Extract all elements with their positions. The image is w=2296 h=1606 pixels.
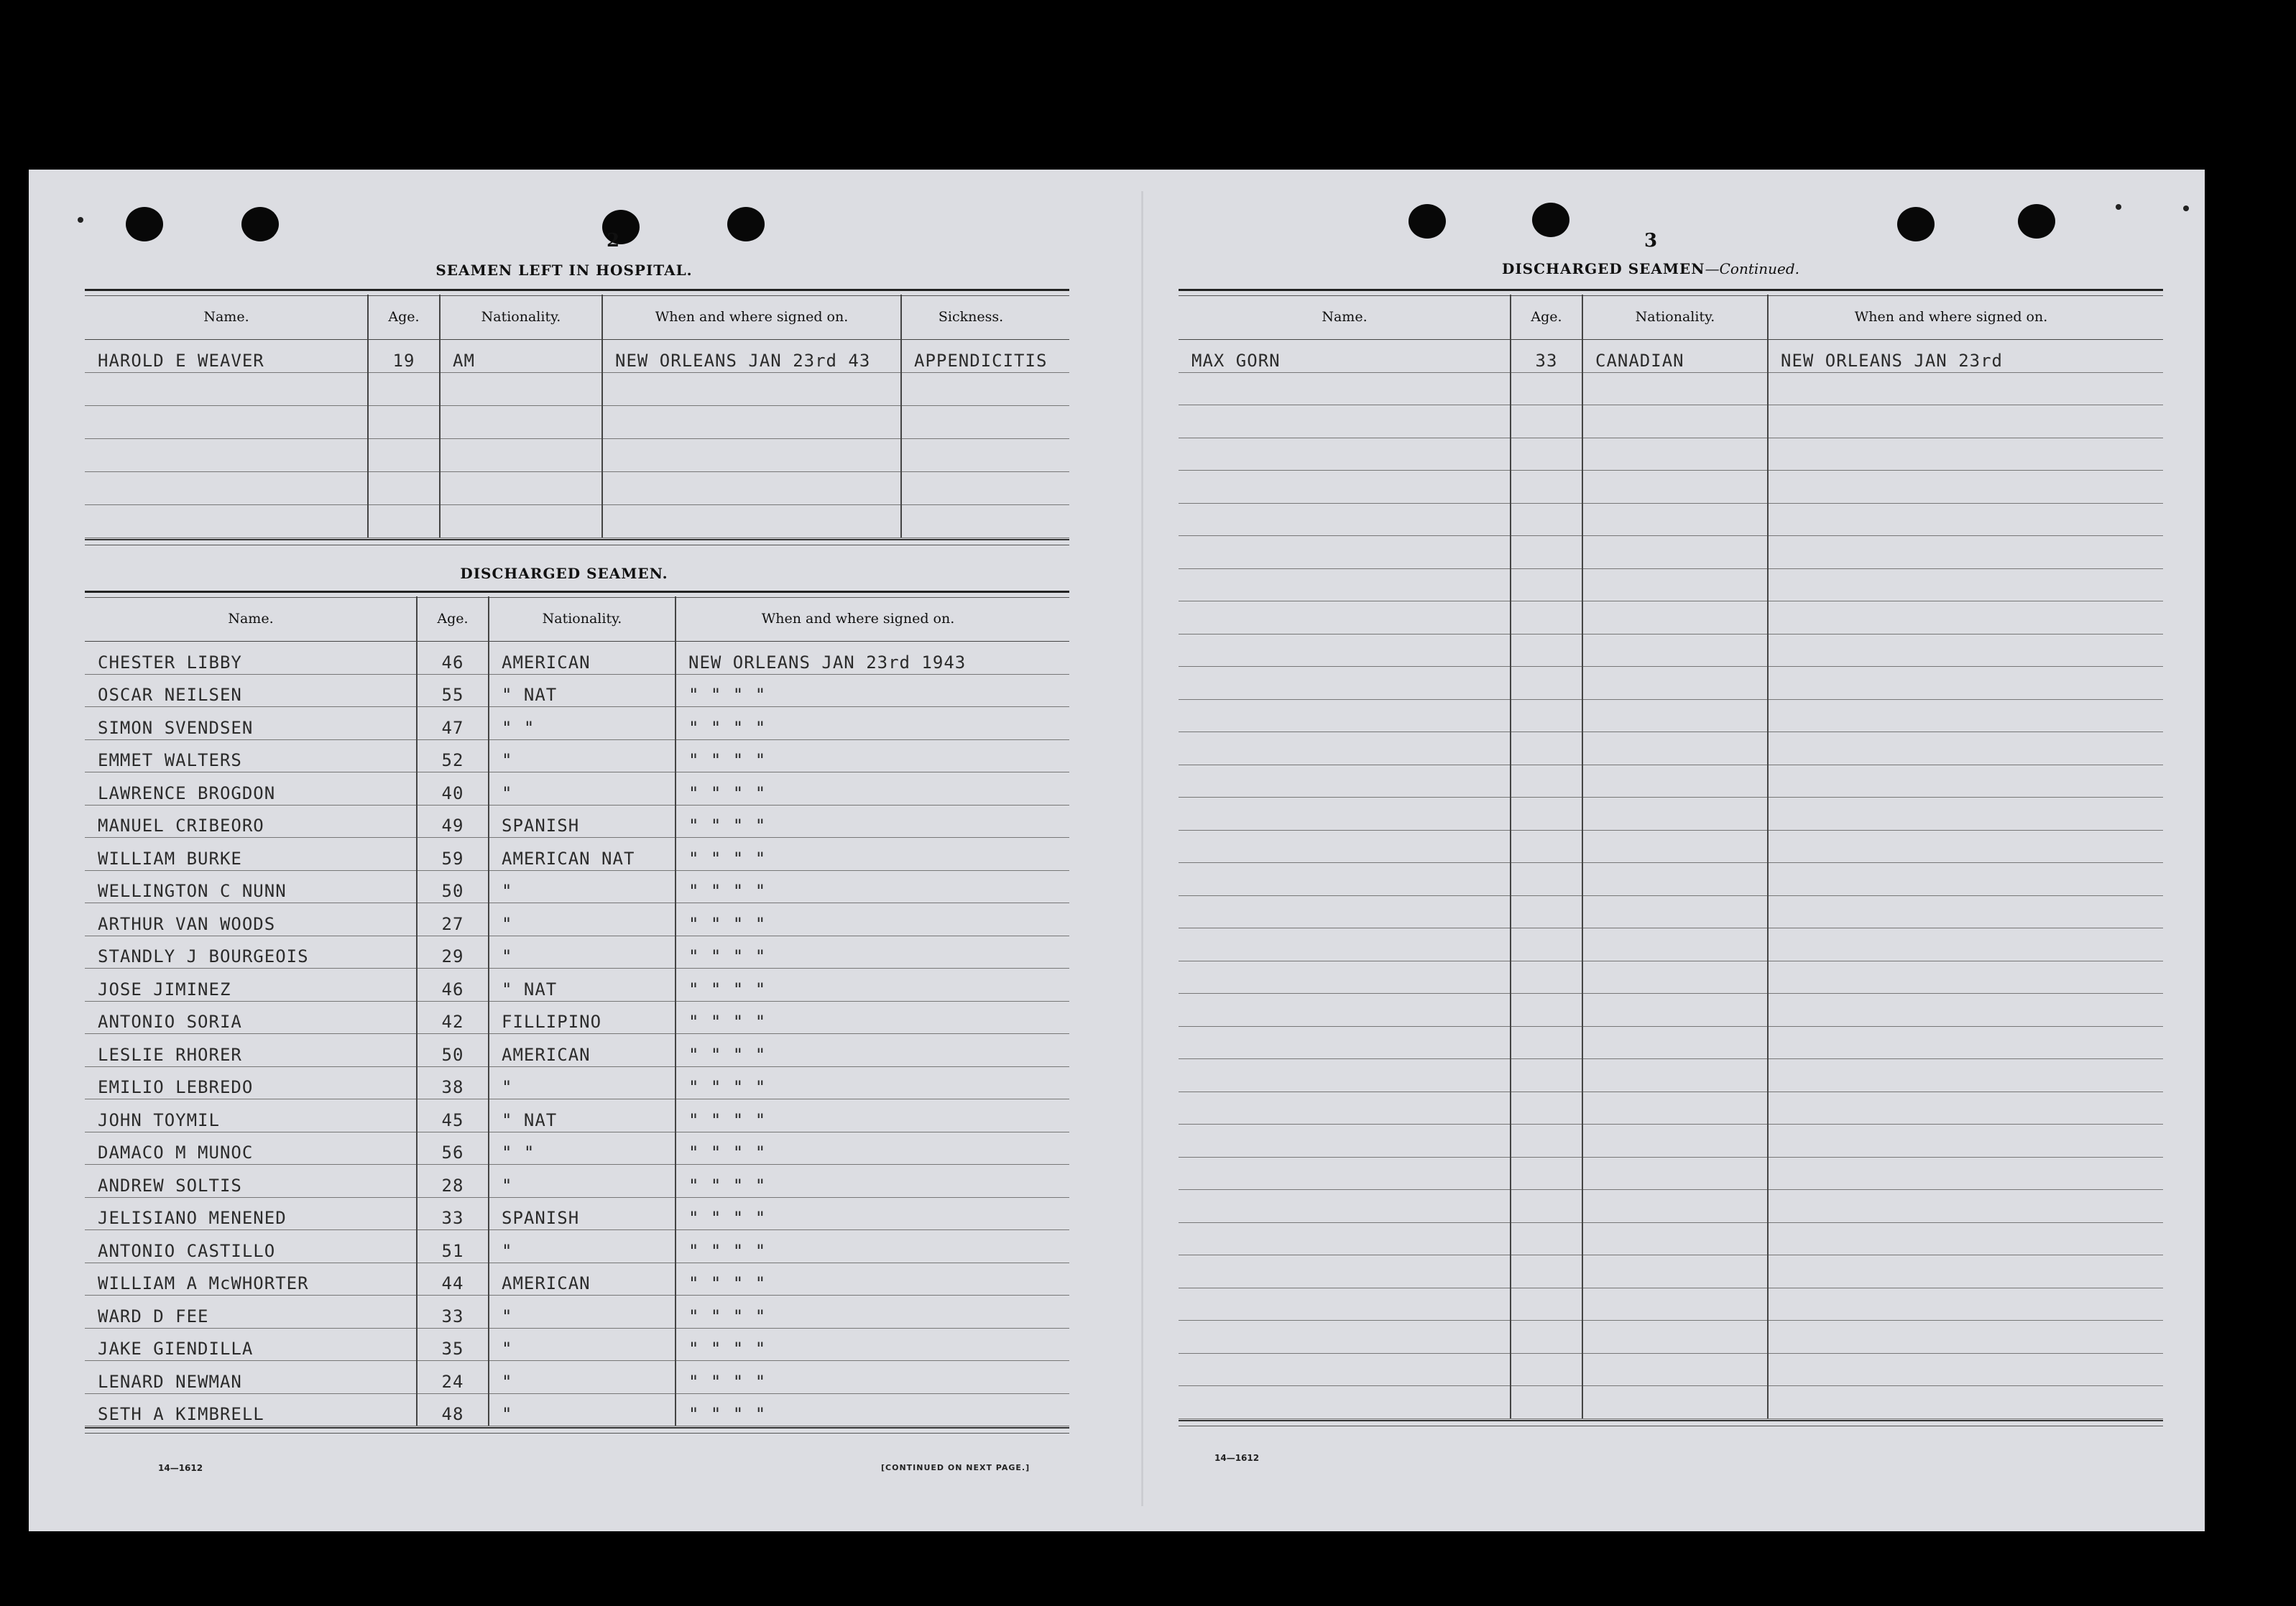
- column-header: Age.: [388, 309, 420, 325]
- column-header: Nationality.: [542, 611, 622, 627]
- table-row: [85, 968, 1069, 1002]
- table-bottom-rule: [85, 539, 1069, 545]
- table-cell: 24: [441, 1371, 464, 1392]
- table-cell: " " " ": [688, 848, 767, 869]
- table-cell: LENARD NEWMAN: [98, 1371, 242, 1392]
- table-header: [1179, 295, 2163, 340]
- column-divider: [900, 295, 902, 537]
- table-cell: ": [502, 1306, 513, 1326]
- table-cell: " " " ": [688, 1012, 767, 1032]
- table-row: [85, 1164, 1069, 1198]
- table-row: [1179, 1058, 2163, 1092]
- column-header: Name.: [203, 309, 249, 325]
- table-cell: 44: [441, 1273, 464, 1293]
- table-cell: " " " ": [688, 1109, 767, 1130]
- table-cell: ": [502, 1339, 513, 1359]
- table-cell: 42: [441, 1012, 464, 1032]
- table-cell: JAKE GIENDILLA: [98, 1339, 254, 1359]
- table-cell: JOSE JIMINEZ: [98, 979, 231, 1000]
- table-cell: " " " ": [688, 881, 767, 901]
- table-row: [1179, 372, 2163, 406]
- table-cell: NEW ORLEANS JAN 23rd: [1781, 350, 2003, 371]
- table-row: [1179, 1353, 2163, 1387]
- table-cell: 33: [1535, 350, 1558, 371]
- table-row: [1179, 535, 2163, 569]
- table-cell: ": [502, 946, 513, 966]
- title-main: DISCHARGED SEAMEN: [1501, 260, 1705, 277]
- column-divider: [1582, 295, 1583, 1418]
- table-cell: 38: [441, 1077, 464, 1097]
- table-cell: ": [502, 1175, 513, 1196]
- table-cell: " " " ": [688, 685, 767, 705]
- table-cell: ": [502, 1240, 513, 1261]
- table-cell: " " " ": [688, 816, 767, 836]
- table-cell: " " " ": [688, 783, 767, 803]
- table-cell: EMMET WALTERS: [98, 750, 242, 770]
- table-cell: 45: [441, 1109, 464, 1130]
- right-page: [1179, 170, 2163, 1531]
- table-row: [1179, 503, 2163, 537]
- table-cell: 28: [441, 1175, 464, 1196]
- table-row: [1179, 699, 2163, 733]
- table-cell: " " " ": [688, 1371, 767, 1392]
- column-divider: [675, 596, 676, 1426]
- left-page: [85, 170, 1069, 1531]
- table-cell: " " " ": [688, 1273, 767, 1293]
- table-cell: APPENDICITIS: [914, 351, 1048, 371]
- table-cell: 46: [441, 979, 464, 1000]
- table-cell: ": [502, 1404, 513, 1424]
- column-header: Sickness.: [938, 309, 1004, 325]
- table-cell: ANTONIO SORIA: [98, 1012, 242, 1032]
- table-cell: STANDLY J BOURGEOIS: [98, 946, 309, 966]
- table-row: [1179, 1157, 2163, 1191]
- page-fold: [1141, 191, 1143, 1506]
- table-row: [85, 1295, 1069, 1329]
- table-cell: " " " ": [688, 1208, 767, 1228]
- table-cell: 56: [441, 1143, 464, 1163]
- table-cell: " ": [502, 1143, 535, 1163]
- discharged-section-title: DISCHARGED SEAMEN.: [460, 565, 668, 582]
- table-row: [85, 706, 1069, 740]
- column-header: When and where signed on.: [1854, 309, 2048, 325]
- table-row: [1179, 470, 2163, 504]
- column-header: Age.: [1531, 309, 1562, 325]
- table-cell: NEW ORLEANS JAN 23rd 1943: [688, 652, 967, 673]
- table-row: [85, 1360, 1069, 1394]
- table-bottom-rule: [85, 1427, 1069, 1434]
- table-row: [1179, 961, 2163, 994]
- table-cell: SIMON SVENDSEN: [98, 717, 254, 738]
- table-cell: " " " ": [688, 750, 767, 770]
- table-header: [85, 295, 1069, 340]
- table-cell: " " " ": [688, 1077, 767, 1097]
- table-cell: OSCAR NEILSEN: [98, 685, 242, 705]
- table-cell: " " " ": [688, 1339, 767, 1359]
- table-row: [1179, 862, 2163, 896]
- table-row: [85, 1393, 1069, 1427]
- table-row: [85, 641, 1069, 675]
- table-cell: " NAT: [502, 1109, 558, 1130]
- table-cell: 40: [441, 783, 464, 803]
- table-cell: " " " ": [688, 1240, 767, 1261]
- table-cell: " NAT: [502, 979, 558, 1000]
- table-row: [1179, 830, 2163, 864]
- column-header: Age.: [437, 611, 469, 627]
- table-cell: JOHN TOYMIL: [98, 1109, 220, 1130]
- table-cell: EMILIO LEBREDO: [98, 1077, 254, 1097]
- table-cell: DAMACO M MUNOC: [98, 1143, 254, 1163]
- column-divider: [416, 596, 418, 1426]
- table-cell: 52: [441, 750, 464, 770]
- table-cell: " ": [502, 717, 535, 738]
- table-row: [85, 1197, 1069, 1231]
- table-cell: WARD D FEE: [98, 1306, 209, 1326]
- table-bottom-rule: [1179, 1420, 2163, 1426]
- page-number: 3: [1643, 230, 1658, 251]
- discharged-continued-title: [1158, 260, 2143, 277]
- hospital-table: [85, 289, 1069, 540]
- table-row: [1179, 634, 2163, 668]
- table-cell: " " " ": [688, 946, 767, 966]
- table-cell: LAWRENCE BROGDON: [98, 783, 276, 803]
- table-row: [1179, 1255, 2163, 1288]
- table-row: [85, 405, 1069, 439]
- table-cell: NEW ORLEANS JAN 23rd 43: [615, 351, 871, 371]
- table-row: [1179, 895, 2163, 929]
- table-cell: SPANISH: [502, 1208, 580, 1228]
- table-row: [85, 936, 1069, 969]
- column-header: Nationality.: [481, 309, 561, 325]
- table-cell: 49: [441, 816, 464, 836]
- table-cell: ": [502, 1077, 513, 1097]
- column-divider: [601, 295, 603, 537]
- column-header: When and where signed on.: [655, 309, 849, 325]
- table-cell: ANTONIO CASTILLO: [98, 1240, 276, 1261]
- table-header: [85, 596, 1069, 642]
- table-row: [85, 1229, 1069, 1263]
- table-cell: 19: [392, 351, 415, 371]
- table-row: [1179, 438, 2163, 471]
- table-row: [85, 504, 1069, 538]
- table-cell: CHESTER LIBBY: [98, 652, 242, 673]
- speck: [2183, 206, 2189, 211]
- table-row: [85, 805, 1069, 839]
- table-cell: " " " ": [688, 1143, 767, 1163]
- table-cell: ": [502, 783, 513, 803]
- table-cell: AMERICAN: [502, 1044, 591, 1065]
- table-cell: " NAT: [502, 685, 558, 705]
- table-row: [1179, 666, 2163, 700]
- table-row: [1179, 601, 2163, 634]
- table-cell: 55: [441, 685, 464, 705]
- table-row: [85, 739, 1069, 773]
- table-row: [1179, 339, 2163, 373]
- column-divider: [1767, 295, 1769, 1418]
- table-cell: SPANISH: [502, 816, 580, 836]
- table-cell: 27: [441, 913, 464, 934]
- table-row: [1179, 928, 2163, 961]
- continued-note: [CONTINUED ON NEXT PAGE.]: [881, 1463, 1031, 1472]
- table-row: [85, 1132, 1069, 1166]
- table-cell: 48: [441, 1404, 464, 1424]
- table-row: [1179, 405, 2163, 438]
- table-row: [1179, 1092, 2163, 1125]
- table-cell: 33: [441, 1208, 464, 1228]
- table-cell: AMERICAN: [502, 1273, 591, 1293]
- table-row: [1179, 765, 2163, 798]
- table-cell: 50: [441, 1044, 464, 1065]
- table-row: [85, 1263, 1069, 1296]
- table-cell: AMERICAN NAT: [502, 848, 635, 869]
- table-row: [85, 1066, 1069, 1100]
- table-row: [1179, 1189, 2163, 1223]
- table-row: [1179, 797, 2163, 831]
- table-cell: MAX GORN: [1191, 350, 1281, 371]
- column-header: Nationality.: [1635, 309, 1715, 325]
- table-row: [85, 471, 1069, 505]
- table-row: [85, 1328, 1069, 1362]
- table-row: [85, 372, 1069, 406]
- column-divider: [367, 295, 369, 537]
- column-header: When and where signed on.: [761, 611, 955, 627]
- table-cell: AM: [453, 351, 475, 371]
- table-cell: ARTHUR VAN WOODS: [98, 913, 276, 934]
- table-row: [85, 1033, 1069, 1067]
- table-row: [1179, 568, 2163, 602]
- table-row: [1179, 1026, 2163, 1060]
- table-row: [1179, 732, 2163, 765]
- form-number: 14—1612: [1214, 1453, 1260, 1463]
- table-cell: LESLIE RHORER: [98, 1044, 242, 1065]
- table-row: [85, 1099, 1069, 1132]
- table-cell: 51: [441, 1240, 464, 1261]
- column-header: Name.: [228, 611, 274, 627]
- page-number: 2: [606, 230, 620, 251]
- title-suffix: —Continued.: [1705, 260, 1800, 277]
- table-row: [85, 674, 1069, 708]
- form-number: 14—1612: [158, 1463, 203, 1473]
- table-row: [1179, 1124, 2163, 1158]
- table-cell: WILLIAM A McWHORTER: [98, 1273, 309, 1293]
- table-cell: ANDREW SOLTIS: [98, 1175, 242, 1196]
- table-cell: 29: [441, 946, 464, 966]
- table-cell: 35: [441, 1339, 464, 1359]
- column-header: Name.: [1322, 309, 1368, 325]
- table-cell: " " " ": [688, 717, 767, 738]
- manifest-sheet: [29, 170, 2205, 1531]
- table-cell: JELISIANO MENENED: [98, 1208, 287, 1228]
- table-row: [85, 438, 1069, 472]
- table-cell: HAROLD E WEAVER: [98, 351, 264, 371]
- table-cell: SETH A KIMBRELL: [98, 1404, 264, 1424]
- table-cell: ": [502, 881, 513, 901]
- table-row: [85, 772, 1069, 806]
- table-row: [85, 903, 1069, 936]
- table-cell: MANUEL CRIBEORO: [98, 816, 264, 836]
- table-cell: WILLIAM BURKE: [98, 848, 242, 869]
- table-cell: 33: [441, 1306, 464, 1326]
- table-row: [1179, 1288, 2163, 1321]
- hospital-section-title: SEAMEN LEFT IN HOSPITAL.: [435, 262, 693, 279]
- table-cell: " " " ": [688, 1175, 767, 1196]
- table-cell: 47: [441, 717, 464, 738]
- column-divider: [488, 596, 489, 1426]
- table-cell: " " " ": [688, 913, 767, 934]
- table-row: [85, 837, 1069, 871]
- table-cell: 50: [441, 881, 464, 901]
- column-divider: [1510, 295, 1511, 1418]
- table-cell: " " " ": [688, 979, 767, 1000]
- table-row: [1179, 1222, 2163, 1256]
- table-cell: " " " ": [688, 1044, 767, 1065]
- table-cell: CANADIAN: [1595, 350, 1684, 371]
- column-divider: [439, 295, 441, 537]
- table-row: [1179, 1385, 2163, 1419]
- table-cell: " " " ": [688, 1404, 767, 1424]
- table-row: [85, 870, 1069, 904]
- table-row: [85, 339, 1069, 373]
- speck: [78, 217, 83, 223]
- table-cell: ": [502, 1371, 513, 1392]
- table-row: [85, 1001, 1069, 1035]
- table-cell: 59: [441, 848, 464, 869]
- table-cell: FILLIPINO: [502, 1012, 602, 1032]
- table-cell: " " " ": [688, 1306, 767, 1326]
- table-cell: WELLINGTON C NUNN: [98, 881, 287, 901]
- table-cell: ": [502, 750, 513, 770]
- discharged-table: [85, 591, 1069, 1453]
- table-cell: ": [502, 913, 513, 934]
- discharged-continued-table: [1179, 289, 2163, 1439]
- table-cell: AMERICAN: [502, 652, 591, 673]
- table-row: [1179, 993, 2163, 1027]
- table-row: [1179, 1320, 2163, 1354]
- table-cell: 46: [441, 652, 464, 673]
